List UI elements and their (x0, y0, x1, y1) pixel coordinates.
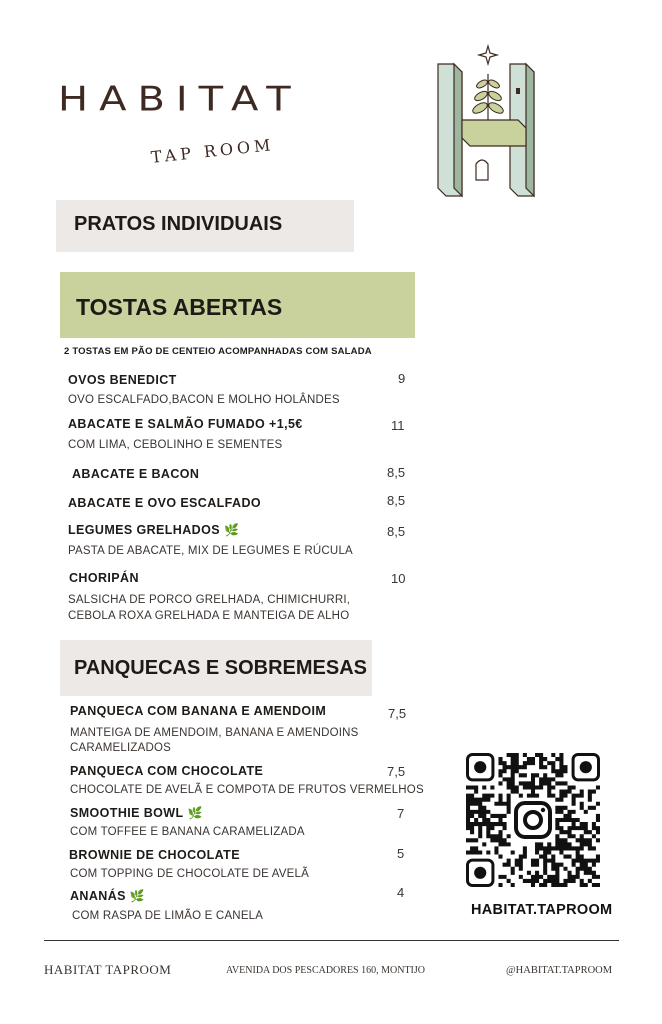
item-price: 11 (391, 418, 405, 433)
section-header-panquecas (60, 640, 372, 696)
item-name: PANQUECA COM BANANA E AMENDOIM (70, 704, 327, 718)
item-description: CHOCOLATE DE AVELÃ E COMPOTA DE FRUTOS VERMELHOS (70, 784, 424, 796)
item-name-text: SMOOTHIE BOWL (70, 806, 184, 820)
footer-name: HABITAT TAPROOM (44, 962, 172, 977)
item-name: OVOS BENEDICT (68, 373, 177, 387)
footer-divider (44, 940, 619, 941)
item-description: COM RASPA DE LIMÃO E CANELA (72, 910, 264, 922)
item-name (68, 523, 239, 537)
item-price: 8,5 (387, 465, 406, 480)
item-name-text: ANANÁS (70, 889, 126, 903)
item-description: COM LIMA, CEBOLINHO E SEMENTES (68, 439, 283, 451)
item-price: 9 (398, 371, 406, 386)
item-description: SALSICHA DE PORCO GRELHADA, CHIMICHURRI, (68, 594, 351, 606)
section-title-pratos: PRATOS INDIVIDUAIS (74, 213, 283, 235)
section-header-pratos (56, 200, 354, 252)
item-description: COM TOPPING DE CHOCOLATE DE AVELÃ (70, 868, 309, 880)
footer-address: AVENIDA DOS PESCADORES 160, MONTIJO (226, 965, 426, 976)
item-name: ABACATE E BACON (72, 467, 200, 481)
tostas-note: 2 TOSTAS EM PÃO DE CENTEIO ACOMPANHADAS COM SALADA (64, 346, 372, 357)
qr-label: HABITAT.TAPROOM (471, 902, 613, 918)
item-price: 10 (391, 571, 406, 586)
item-name: ABACATE E OVO ESCALFADO (68, 496, 262, 510)
item-description: COM TOFFEE E BANANA CARAMELIZADA (70, 826, 305, 838)
item-price: 7 (397, 806, 405, 821)
habitat-h-wheat-icon (432, 44, 544, 204)
item-description: CEBOLA ROXA GRELHADA E MANTEIGA DE ALHO (68, 610, 350, 622)
item-description: PASTA DE ABACATE, MIX DE LEGUMES E RÚCULA (68, 545, 353, 557)
item-price: 8,5 (387, 493, 406, 508)
item-description: MANTEIGA DE AMENDOIM, BANANA E AMENDOINS (70, 727, 359, 739)
item-name (70, 889, 145, 903)
item-description: CARAMELIZADOS (70, 742, 172, 754)
section-header-tostas (60, 272, 415, 338)
item-name-text: LEGUMES GRELHADOS (68, 523, 220, 537)
item-price: 4 (397, 885, 405, 900)
section-title-tostas: TOSTAS ABERTAS (76, 294, 283, 320)
item-price: 7,5 (387, 764, 406, 779)
item-description: OVO ESCALFADO,BACON E MOLHO HOLÂNDES (68, 394, 340, 406)
section-title-panquecas: PANQUECAS E SOBREMESAS (74, 657, 368, 679)
leaf-icon: 🌿 (223, 523, 240, 537)
item-name: ABACATE E SALMÃO FUMADO +1,5€ (68, 417, 303, 431)
leaf-icon: 🌿 (187, 806, 203, 820)
leaf-icon: 🌿 (129, 889, 146, 903)
item-name (70, 806, 203, 820)
footer-handle: @HABITAT.TAPROOM (506, 965, 613, 976)
item-price: 5 (397, 846, 405, 861)
brand-subtitle: TAP ROOM (150, 135, 276, 167)
item-name: BROWNIE DE CHOCOLATE (69, 848, 240, 862)
brand-name: HABITAT (58, 80, 302, 120)
instagram-qr-code-icon[interactable] (466, 753, 600, 887)
item-name: PANQUECA COM CHOCOLATE (70, 764, 264, 778)
item-price: 7,5 (388, 706, 407, 721)
item-price: 8,5 (387, 524, 406, 539)
item-name: CHORIPÁN (69, 571, 139, 585)
